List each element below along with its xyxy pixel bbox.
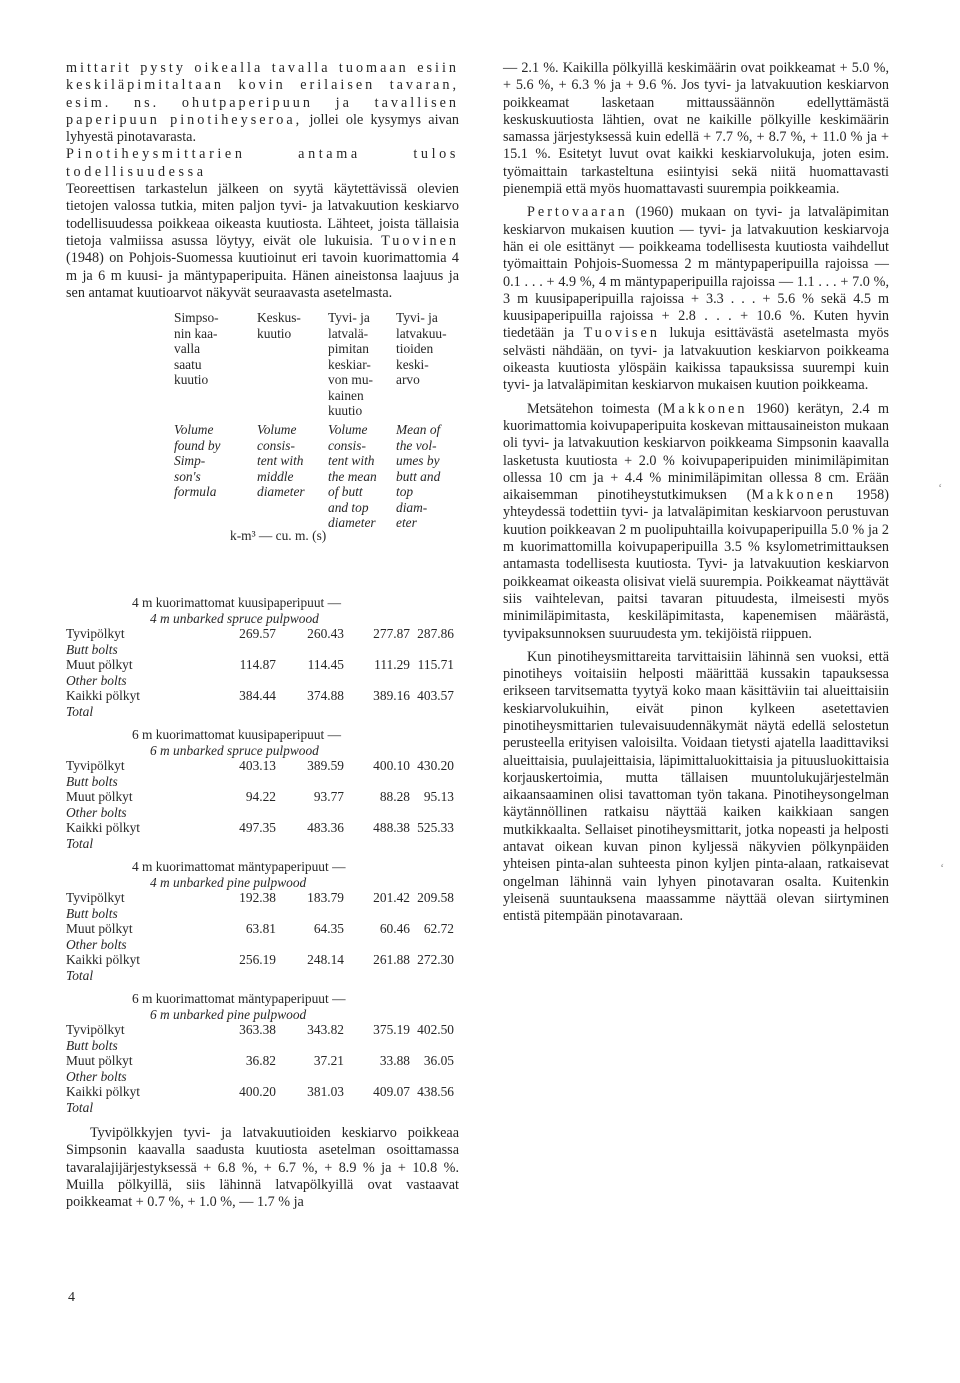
group-title: 6 m kuorimattomat mäntypaperipuut — [132, 991, 346, 1007]
table-row [66, 688, 459, 704]
table-row [66, 657, 459, 673]
table-cell: 374.88 [307, 688, 344, 704]
table-row [66, 820, 459, 836]
row-label: Muut pölkyt [66, 789, 133, 805]
table-row [66, 952, 459, 968]
table-cell: 269.57 [239, 626, 276, 642]
group-title: 4 m kuorimattomat kuusipaperipuut — [132, 595, 342, 611]
paragraph-metsateho-text-b: 1960) kerätyn, 2.4 m kuorimattomia koivupaperipuita koskevan mittausaineiston mukaan oli tyvi- ja latvakuution keskiarvon poikkeama Simpsonin kaavalla lasketusta kuutiosta + 2.0 % koivupaperipuiden minimiläpimitan ollessa 10 cm ja + 4.4 % minimiläpimitan ollessa 8 cm. Erään aikaisemman pinotiheystutkimuksen ( [503, 400, 889, 504]
table-cell: 62.72 [423, 921, 454, 937]
table-row [66, 626, 459, 642]
table-cell: 272.30 [417, 952, 454, 968]
section-heading: Pinotiheysmittarien antama tulos todellisuudessa [66, 146, 459, 180]
header-en-simpson: Volume found by Simp- son's formula [174, 422, 221, 500]
table-cell: 400.10 [373, 758, 410, 774]
header-fi-mean-diameter: Tyvi- ja latvalä- pimitan keskiar- von mu- kainen kuutio [328, 310, 374, 419]
header-en-middle: Volume consis- tent with middle diameter [257, 422, 305, 500]
group-subtitle: 4 m unbarked pine pulpwood [150, 874, 307, 890]
paragraph-sources [66, 181, 459, 302]
table-cell: 343.82 [307, 1022, 344, 1038]
table-cell: 375.19 [373, 1022, 410, 1038]
header-en-mean-volume: Mean of the vol- umes by butt and top diam- eter [396, 422, 441, 531]
table-cell: 248.14 [307, 952, 344, 968]
table-group [66, 727, 459, 851]
table-cell: 60.46 [379, 921, 410, 937]
table-cell: 389.16 [373, 688, 410, 704]
table-cell: 403.13 [239, 758, 276, 774]
paragraph-metsateho [503, 401, 889, 643]
paragraph-averages: — 2.1 %. Kaikilla pölkyillä keskimäärin ovat poikkeamat + 5.0 %, + 5.6 %, + 6.3 % ja + 9.6 %. Jos tyvi- ja latvakuution keskiarvon poikkeamat lasketaan mittaussäännön edellyttämästä keskuskuutiosta lähtien, ovat ne kaikille pölkyille keskimäärin samassa järjestyksessä kuin edellä + 7.7 %, + 8.7 %, + 11.0 % ja + 15.1 %. Esitetyt luvut ovat kaikki keskiarvolukuja, joten esim. työmaittain tarkasteltuna esiintyisi sekä niitä huomattavasti pienempiä että myös huomattavasti suurempia poikkeamia. [503, 60, 889, 198]
table-cell: 93.77 [313, 789, 344, 805]
table-cell: 389.59 [307, 758, 344, 774]
row-label: Kaikki pölkyt [66, 688, 141, 704]
author-name-tuovisen: Tuovisen [583, 325, 660, 342]
table-cell: 114.87 [239, 657, 276, 673]
table-row [66, 1084, 459, 1100]
group-title: 4 m kuorimattomat mäntypaperipuut — [132, 859, 346, 875]
row-sublabel: Total [66, 967, 94, 983]
table-cell: 63.81 [245, 921, 276, 937]
table-cell: 183.79 [307, 890, 344, 906]
table-cell: 363.38 [239, 1022, 276, 1038]
table-units: k-m³ — cu. m. (s) [230, 528, 327, 544]
table-cell: 400.20 [239, 1084, 276, 1100]
table-cell: 525.33 [417, 820, 454, 836]
table-groups [66, 595, 459, 1115]
header-fi-middle: Keskus- kuutio [257, 310, 301, 341]
row-sublabel: Other bolts [66, 672, 127, 688]
table-cell: 94.22 [245, 789, 276, 805]
table-row [66, 921, 459, 937]
row-sublabel: Butt bolts [66, 641, 118, 657]
table-cell: 114.45 [307, 657, 344, 673]
row-label: Tyvipölkyt [66, 626, 125, 642]
table-header [66, 310, 459, 587]
header-en-mean-diameter: Volume consis- tent with the mean of butt and top diameter [328, 422, 377, 531]
row-sublabel: Other bolts [66, 936, 127, 952]
group-subtitle: 4 m unbarked spruce pulpwood [150, 610, 319, 626]
table-row [66, 890, 459, 906]
table-cell: 64.35 [313, 921, 344, 937]
table-cell: 497.35 [239, 820, 276, 836]
row-sublabel: Total [66, 835, 94, 851]
table-group [66, 595, 459, 719]
table-row [66, 758, 459, 774]
table-cell: 95.13 [423, 789, 454, 805]
paragraph-pertovaara-text-a: (1960) mukaan on tyvi- ja latvaläpimitan keskiarvon mukaisen kuution — tyvi- ja latvakuution keskiarvoja hän ei ole esittänyt — poikkeama todellisesta kuutiosta vaihdellut työmaittain Pohjois-Suomessa 2 m mäntypaperipuilla rajoissa — 0.1 . . . + 4.9 %, 4 m mäntypaperipuilla rajoissa — 1.1 . . . + 7.0 %, 3 m kuusipaperipuilla rajoissa + 3.3 . . . + 5.6 % sekä 4.5 m kuusipaperipuilla rajoissa + 2.8 . . . + 10.6 %. Kuten hyvin tiedetään ja [503, 204, 889, 342]
paragraph-conclusion: Kun pinotiheysmittareita tarvittaisiin lähinnä sen vuoksi, että pinotiheys voitaisiin helposti määrittää kussakin tapauksessa erikseen tarvitsematta tyytyä koko maan käsittäviin tai alueittaisiin keskiarvolukuihin, eivät pinon kylkeen asetettavien pinotiheysmittarien tulevaisuudennäkymät näytä edellä selostetun perusteella erityisen valoisilta. Voidaan tietysti ajatella laadittaviksi alueittaisia, puulajeittaisia, läpimittaluokittaisia ja pituusluokittaisia korjauskertoimia, mutta tällaisen muuntolukujärjestelmän aikaansaaminen olisi tavattoman työn takana. Pinotiheysongelman käytännöllinen ratkaisu näyttää kaiken kaikkiaan sangen mutkikkaalta. Sellaiset pinotiheysmittarit, jotka nopeasti ja helposti antavat oikean kuvan pinon kyljessä näkyvien pölkynpäiden yhteisen pinta-alan suhteesta pinon kyljen pinta-alaan, ratkaisevat ongelman lähinnä vain lyhyen pinotavaran osalta. Kuitenkin yleisenä suuntauksena maassamme näyttää olevan siirtyminen entistä pitempään pinotavaraan. [503, 648, 889, 925]
volume-table [66, 310, 459, 1115]
row-label: Kaikki pölkyt [66, 952, 141, 968]
row-label: Tyvipölkyt [66, 1022, 125, 1038]
row-label: Muut pölkyt [66, 1053, 133, 1069]
header-fi-simpson: Simpso- nin kaa- valla saatu kuutio [174, 310, 219, 388]
table-cell: 381.03 [307, 1084, 344, 1100]
table-cell: 287.86 [417, 626, 454, 642]
table-cell: 261.88 [373, 952, 410, 968]
author-name-makkonen-1958: Makkonen [751, 487, 837, 504]
table-cell: 488.38 [373, 820, 410, 836]
paragraph-metsateho-text-c: 1958) yhteydessä todettiin tyvi- ja latvaläpimitan keskiarvoon perustuvan kuution poikkeavan 2 m puolipuhtailla koivupaperipuilla 5.0 % ja 2 m kuorimattomilla koivupaperipuilla 3.5 % ksylometrimittauksen antamasta todellisesta kuutiosta. Tyvi- ja latvakuution keskiarvon poikkeamat oikeasta olisivat vielä suurempia. Poikkeamat näyttävät siis vaihtelevan, paitsi tavaran pituudesta, ilmeisesti myös minimiläpimitasta, keskiläpimitasta, kapenemisen määrästä, tyvipaksunnoksen suuruudesta ym. tekijöistä riippuen. [503, 487, 889, 642]
header-fi-mean-volume: Tyvi- ja latvakuu- tioiden keski- arvo [396, 310, 447, 388]
margin-mark: ‘ [938, 480, 943, 495]
row-label: Muut pölkyt [66, 657, 133, 673]
table-cell: 36.05 [423, 1053, 454, 1069]
table-cell: 430.20 [417, 758, 454, 774]
table-row [66, 1022, 459, 1038]
table-cell: 403.57 [417, 688, 454, 704]
author-name-pertovaara: Pertovaaran [527, 204, 628, 221]
paragraph-pertovaara-text-b: lukuja esittävästä asetelmasta myös selvästi nähdään, on tyvi- ja latvakuution keskiarvon poikkeama oikeasta kuutiosta ylöspäin kaikissa tapauksissa suurempi kuin tyvi- ja latvaläpimitan keskiarvon mukaisen kuution poikkeama. [503, 325, 889, 394]
table-cell: 384.44 [239, 688, 276, 704]
table-cell: 192.38 [239, 890, 276, 906]
paragraph-deviations: Tyvipölkkyjen tyvi- ja latvakuutioiden keskiarvo poikkeaa Simpsonin kaavalla saadusta kuutiosta asetelman osoittamassa tavaralajijärjestyksessä + 6.8 %, + 6.7 %, + 8.9 % ja + 10.8 %. Muilla pölkyillä, siis lähinnä latvapölkyillä ovat vastaavat poikkeamat + 0.7 %, + 1.0 %, — 1.7 % ja [66, 1125, 459, 1211]
row-sublabel: Total [66, 1099, 94, 1115]
table-cell: 37.21 [313, 1053, 344, 1069]
table-cell: 209.58 [417, 890, 454, 906]
table-cell: 260.43 [307, 626, 344, 642]
row-sublabel: Butt bolts [66, 1037, 118, 1053]
table-cell: 402.50 [417, 1022, 454, 1038]
row-label: Muut pölkyt [66, 921, 133, 937]
row-sublabel: Butt bolts [66, 773, 118, 789]
paragraph-metsateho-text-a: Metsätehon toimesta ( [527, 400, 663, 417]
group-subtitle: 6 m unbarked spruce pulpwood [150, 742, 319, 758]
table-cell: 36.82 [245, 1053, 276, 1069]
table-cell: 115.71 [417, 657, 454, 673]
table-cell: 277.87 [373, 626, 410, 642]
group-title: 6 m kuorimattomat kuusipaperipuut — [132, 727, 342, 743]
margin-mark: ‘ [940, 860, 945, 875]
row-label: Kaikki pölkyt [66, 1084, 141, 1100]
author-name-makkonen-1960: Makkonen [662, 400, 748, 417]
intro-spaced-text: mittarit pysty oikealla tavalla tuomaan esiin keskiläpimitaltaan kovin erilaisen tavaran, esim. ns. ohutpaperipuun ja tavallisen paperipuun pinotiheyseroa, [66, 60, 459, 128]
table-cell: 201.42 [373, 890, 410, 906]
table-cell: 88.28 [379, 789, 410, 805]
table-cell: 111.29 [374, 657, 410, 673]
table-cell: 483.36 [307, 820, 344, 836]
table-group [66, 991, 459, 1115]
intro-normal-text: jollei ole kysymys aivan lyhyestä pinotavarasta. [66, 111, 459, 146]
left-column [66, 60, 459, 1212]
row-label: Kaikki pölkyt [66, 820, 141, 836]
row-sublabel: Other bolts [66, 1068, 127, 1084]
table-cell: 409.07 [373, 1084, 410, 1100]
row-label: Tyvipölkyt [66, 890, 125, 906]
author-name-tuovinen: Tuovinen [381, 232, 460, 249]
table-row [66, 789, 459, 805]
row-sublabel: Other bolts [66, 804, 127, 820]
table-cell: 33.88 [379, 1053, 410, 1069]
intro-paragraph [66, 60, 459, 146]
right-column [503, 60, 889, 926]
row-sublabel: Total [66, 703, 94, 719]
row-sublabel: Butt bolts [66, 905, 118, 921]
table-row [66, 1053, 459, 1069]
group-subtitle: 6 m unbarked pine pulpwood [150, 1006, 307, 1022]
page-number: 4 [68, 1290, 75, 1305]
table-cell: 438.56 [417, 1084, 454, 1100]
paragraph-pertovaara [503, 204, 889, 394]
paragraph-sources-text-a: Teoreettisen tarkastelun jälkeen on syytä käytettävissä olevien tietojen valossa tutkia, miten paljon tyvi- ja latvakuution keskiarvo todellisuudessa poikkeaa oikeasta kuutiosta. Lähteet, joista tällaisia tietoja valmiissa asussa löytyy, eivät ole lukuisia. [66, 181, 459, 249]
paragraph-sources-text-b: (1948) on Pohjois-Suomessa kuutioinut eri tavoin kuorimattomia 4 m ja 6 m kuusi- ja mäntypaperipuita. Hänen aineistonsa laajuus ja sen antamat kuutioarvot näkyvät seuraavasta asetelmasta. [66, 250, 459, 301]
table-cell: 256.19 [239, 952, 276, 968]
table-group [66, 859, 459, 983]
row-label: Tyvipölkyt [66, 758, 125, 774]
